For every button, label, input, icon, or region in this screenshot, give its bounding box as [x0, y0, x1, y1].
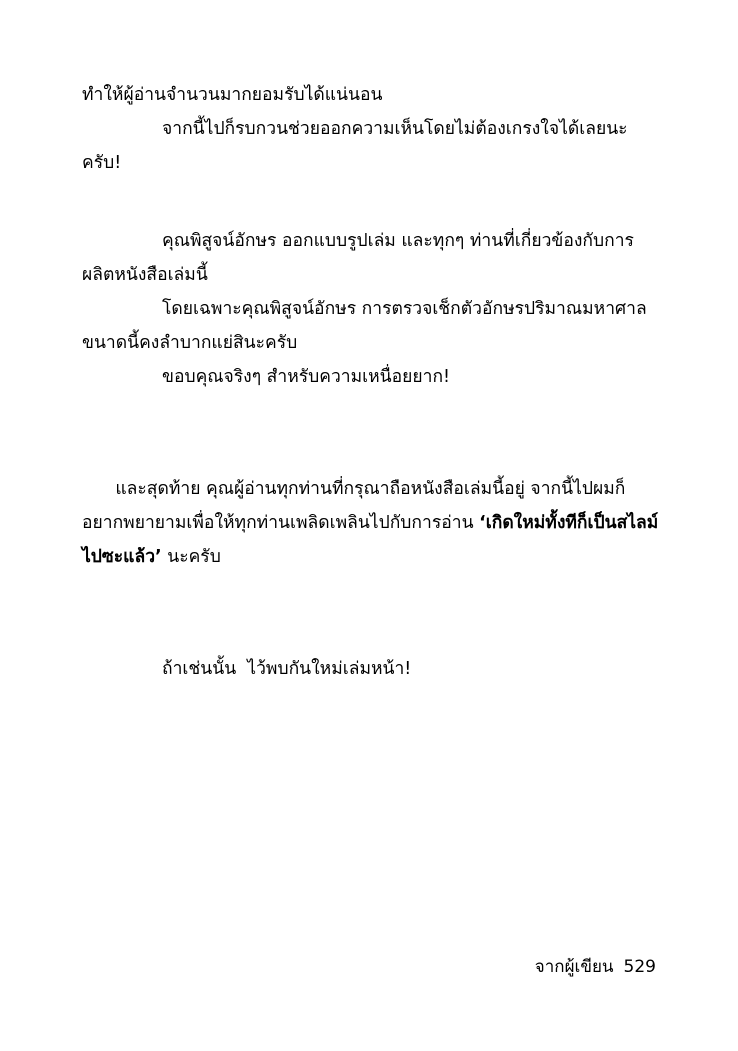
paragraph-line: จากนี้ไปก็รบกวนช่วยออกความเห็นโดยไม่ต้องเกรงใจได้เลยนะครับ! — [82, 119, 628, 173]
paragraph-spacer — [82, 394, 660, 438]
page-body — [82, 78, 660, 686]
paragraph-line: โดยเฉพาะคุณพิสูจน์อักษร การตรวจเช็กตัวอักษรปริมาณมหาศาลขนาดนี้คงลำบากแย่สินะครับ — [82, 299, 647, 353]
page-footer — [0, 955, 656, 979]
paragraph-segment: นะครับ — [161, 547, 221, 567]
paragraph-line-rich — [82, 438, 660, 608]
paragraph-line: ถ้าเช่นนั้น ไว้พบกันใหม่เล่มหน้า! — [162, 659, 412, 679]
paragraph-spacer — [82, 608, 660, 652]
paragraph-line: ขอบคุณจริงๆ สำหรับความเหนื่อยยาก! — [162, 367, 451, 387]
paragraph-line: คุณพิสูจน์อักษร ออกแบบรูปเล่ม และทุกๆ ท่านที่เกี่ยวข้องกับการผลิตหนังสือเล่มนี้ — [82, 231, 634, 285]
paragraph-spacer — [82, 180, 660, 224]
paragraph-segment-bold: ‘เกิดใหม่ทั้งทีก็เป็นสไลม์ไปซะแล้ว’ — [82, 513, 659, 567]
paragraph-segment: และสุดท้าย คุณผู้อ่านทุกท่านที่กรุณาถือหนังสือเล่มนี้อยู่ จากนี้ไปผมก็อยากพยายามเพื่อให้ทุกท่านเพลิดเพลินไปกับการอ่าน — [82, 479, 626, 533]
paragraph-line: ทำให้ผู้อ่านจำนวนมากยอมรับได้แน่นอน — [82, 85, 383, 105]
page-number: 529 — [623, 957, 656, 977]
author-signature: จากผู้เขียน — [534, 957, 614, 977]
